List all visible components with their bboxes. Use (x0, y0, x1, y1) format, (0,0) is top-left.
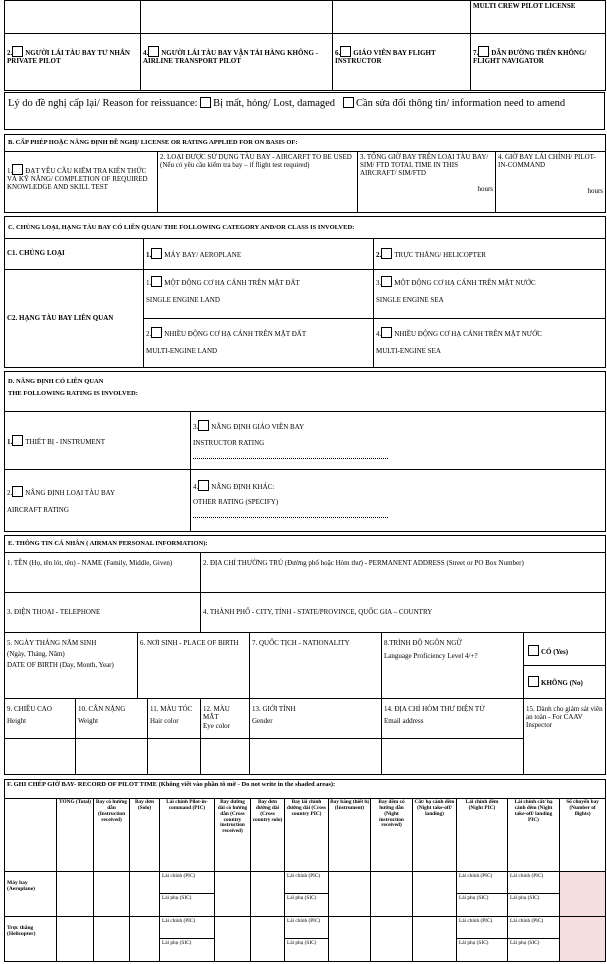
pilot-time-col-header: Bay đêm có hướng dẫn (Night instruction received) (371, 799, 413, 871)
pilot-time-cell[interactable] (57, 871, 94, 916)
category-label: C1. CHỦNG LOẠI (5, 239, 144, 270)
date-of-birth-field[interactable]: 5. NGÀY THÁNG NĂM SINH (Ngày, Tháng, Năm) DATE OF BIRTH (Day, Month, Year) (5, 633, 138, 699)
pilot-time-col-header: Bay có hướng dẫn (Instruction received) (94, 799, 130, 871)
instrument-checkbox[interactable] (12, 435, 23, 446)
pilot-time-cell[interactable]: Lái phụ (SIC) (508, 939, 560, 962)
language-no-checkbox[interactable] (528, 676, 539, 687)
pilot-time-col-header: Bay bằng thiết bị (Instrument) (329, 799, 371, 871)
pilot-time-cell[interactable]: Lái phụ (SIC) (508, 894, 560, 917)
pilot-time-col-header: Lái chính đêm (Night PIC) (457, 799, 508, 871)
pilot-time-col-header: Bay đơn đường dài (Cross country solo) (251, 799, 285, 871)
aeroplane-checkbox[interactable] (151, 248, 162, 259)
pilot-time-cell[interactable] (94, 871, 130, 916)
pilot-time-cell[interactable]: Lái chính (PIC) (160, 871, 215, 894)
shaded-cell (560, 871, 606, 916)
pilot-time-cell[interactable] (57, 916, 94, 961)
total-time-field[interactable]: 3. TỔNG GIỜ BAY TRÊN LOẠI TÀU BAY/ SIM/ FTD TOTAL TIME IN THIS AIRCRAFT/ SIM/FTD hours (358, 152, 496, 213)
pilot-license-application-form (4, 0, 605, 964)
pilot-time-col-header: Lái chính cất/ hạ cánh đêm (Night take-off/ landing PIC) (508, 799, 560, 871)
aircraft-category-label: Máy bay (Aeroplane) (5, 871, 57, 916)
pilot-time-col-header: Bay đường dài có hướng dẫn (Cross country instruction received) (215, 799, 251, 871)
pilot-time-header-row (5, 799, 606, 871)
pilot-time-cell[interactable]: Lái phụ (SIC) (160, 894, 215, 917)
multi-engine-land-checkbox[interactable] (151, 327, 162, 338)
pilot-time-col-header: Số chuyến bay (Number of flights) (560, 799, 606, 871)
pilot-time-cell[interactable] (329, 916, 371, 961)
eye-color-field[interactable]: 12. MÀU MẮT Eye color (201, 699, 250, 739)
section-f-title: F. GHI CHÉP GIỜ BAY- RECORD OF PILOT TIME (Không viết vào phần tô mờ - Do not write in the shaded areas): (5, 780, 606, 799)
section-d-title: D. NÂNG ĐỊNH CÓ LIÊN QUAN THE FOLLOWING RATING IS INVOLVED: (5, 372, 606, 412)
telephone-field[interactable]: 3. ĐIỆN THOẠI - TELEPHONE (5, 593, 201, 633)
pilot-time-cell[interactable]: Lái chính (PIC) (285, 871, 329, 894)
city-state-country-field[interactable]: 4. THÀNH PHỐ - CITY, TỈNH - STATE/PROVINCE, QUỐC GIA – COUNTRY (201, 593, 606, 633)
pilot-time-cell[interactable]: Lái chính (PIC) (457, 916, 508, 939)
height-field[interactable]: 9. CHIỀU CAO Height (5, 699, 76, 739)
flight-instructor-label: GIÁO VIÊN BAY FLIGHT INSTRUCTOR (335, 49, 436, 66)
ppl-checkbox[interactable] (12, 46, 23, 57)
section-b-table: B. CẤP PHÉP HOẶC NÂNG ĐỊNH ĐỀ NGHỊ/ LICENSE OR RATING APPLIED FOR ON BASIS OF: 1. ĐẠT YÊU CẦU KIỂM TRA KIẾN THỨC VÀ KỸ NĂNG/ COMPLETION OF REQUIRED KNOWLEDGE AND SKILL TEST 2. LOẠI ĐƯỢC SỬ DỤNG TÀU BAY - AIRCARFT TO BE USED (Nếu có yêu cầu kiểm tra bay – if flight test required) 3. TỔNG GIỜ BAY TRÊN LOẠI TÀU BAY/ SIM/ FTD TOTAL TIME IN THIS AIRCRAFT/ SIM/FTD hours 4. GIỜ BAY LÁI CHÍNH/ PILOT-IN-COMMAND hours (4, 134, 606, 213)
helicopter-checkbox[interactable] (381, 248, 392, 259)
aircraft-category-label: Trực thăng (Helicopter) (5, 916, 57, 961)
single-engine-land-checkbox[interactable] (151, 276, 162, 287)
aircraft-rating-checkbox[interactable] (12, 486, 23, 497)
aircraft-to-be-used-field[interactable]: 2. LOẠI ĐƯỢC SỬ DỤNG TÀU BAY - AIRCARFT TO BE USED (Nếu có yêu cầu kiểm tra bay – if flight test required) (158, 152, 358, 213)
pilot-time-cell[interactable] (251, 871, 285, 916)
pilot-time-cell[interactable] (130, 916, 160, 961)
pilot-time-cell[interactable]: Lái phụ (SIC) (285, 894, 329, 917)
lost-damaged-checkbox[interactable] (200, 97, 211, 108)
section-d-table: D. NÂNG ĐỊNH CÓ LIÊN QUAN THE FOLLOWING RATING IS INVOLVED: 1. THIẾT BỊ - INSTRUMENT 3. NÂNG ĐỊNH GIÁO VIÊN BAY INSTRUCTOR RATING 2. NÂNG ĐỊNH LOẠI TÀU BAY AIRCRAFT RATING 4. NÂNG ĐỊNH KHÁC: OTHER RATING (SPECIFY) (4, 371, 606, 532)
pilot-time-cell[interactable]: Lái phụ (SIC) (457, 939, 508, 962)
pilot-time-col-header: Lái chính Pilot-in-command (PIC) (160, 799, 215, 871)
address-field[interactable]: 2. ĐỊA CHỈ THƯỜNG TRÚ (Đường phố hoặc Hòm thư) - PERMANENT ADDRESS (Street or PO Box Number) (201, 553, 606, 593)
pilot-time-col-header: TỔNG (Total) (57, 799, 94, 871)
pilot-time-cell[interactable]: Lái phụ (SIC) (285, 939, 329, 962)
nationality-field[interactable]: 7. QUỐC TỊCH - NATIONALITY (250, 633, 382, 699)
pilot-time-cell[interactable]: Lái chính (PIC) (160, 916, 215, 939)
section-b-title: B. CẤP PHÉP HOẶC NÂNG ĐỊNH ĐỀ NGHỊ/ LICENSE OR RATING APPLIED FOR ON BASIS OF: (5, 135, 606, 152)
pilot-time-col-header: Cất/ hạ cánh đêm (Night take-off/ landing) (413, 799, 457, 871)
name-field[interactable]: 1. TÊN (Họ, tên lót, tên) - NAME (Family, Middle, Given) (5, 553, 201, 593)
pilot-time-cell[interactable] (371, 871, 413, 916)
other-rating-line[interactable] (193, 510, 388, 518)
section-f-pilot-time-table (4, 779, 606, 962)
class-label: C2. HẠNG TÀU BAY LIÊN QUAN (5, 270, 144, 368)
instructor-rating-line[interactable] (193, 451, 388, 459)
pilot-time-row (5, 871, 606, 894)
place-of-birth-field[interactable]: 6. NƠI SINH - PLACE OF BIRTH (138, 633, 250, 699)
gender-field[interactable]: 13. GIỚI TÍNH Gender (250, 699, 382, 739)
multi-crew-label: MULTI CREW PILOT LICENSE (471, 1, 606, 34)
pilot-time-cell[interactable]: Lái chính (PIC) (457, 871, 508, 894)
pilot-time-cell[interactable] (329, 871, 371, 916)
pilot-time-cell[interactable]: Lái chính (PIC) (285, 916, 329, 939)
section-c-title: C. CHỦNG LOẠI, HẠNG TÀU BAY CÓ LIÊN QUAN/ THE FOLLOWING CATEGORY AND/OR CLASS IS INVOLVED: (5, 217, 606, 239)
pilot-time-cell[interactable] (94, 916, 130, 961)
section-c-table: C. CHỦNG LOẠI, HẠNG TÀU BAY CÓ LIÊN QUAN/ THE FOLLOWING CATEGORY AND/OR CLASS IS INVOLVED: C1. CHỦNG LOẠI 1. MÁY BAY/ AEROPLANE 2. TRỰC THĂNG/ HELICOPTER C2. HẠNG TÀU BAY LIÊN QUAN 1. MỘT ĐỘNG CƠ HẠ CÁNH TRÊN MẶT ĐẤT SINGLE ENGINE LAND 3. MỘT ĐỘNG CƠ HẠ CÁNH TRÊN MẶT NƯỚC SINGLE ENGINE SEA 2. NHIỀU ĐỘNG CƠ HẠ CÁNH TRÊN MẶT ĐẤT MULTI-ENGINE LAND 4. NHIỀU ĐỘNG CƠ HẠ CÁNH TRÊN MẶT NƯỚC MULTI-ENGINE SEA (4, 216, 606, 368)
navigator-checkbox[interactable] (478, 46, 489, 57)
caav-inspector-field: 15. Dành cho giám sát viên an toàn - For CAAV Inspector (524, 699, 606, 775)
section-e-title: E. THÔNG TIN CÁ NHÂN ( AIRMAN PERSONAL INFORMATION): (5, 536, 606, 553)
pilot-time-cell[interactable] (251, 916, 285, 961)
atp-checkbox[interactable] (148, 46, 159, 57)
other-rating-checkbox[interactable] (198, 480, 209, 491)
pilot-time-cell[interactable] (413, 916, 457, 961)
instructor-rating-checkbox[interactable] (198, 420, 209, 431)
pilot-time-cell[interactable] (130, 871, 160, 916)
pilot-time-cell[interactable]: Lái chính (PIC) (508, 916, 560, 939)
pilot-time-cell[interactable] (215, 871, 251, 916)
ppl-label: NGƯỜI LÁI TÀU BAY TƯ NHÂN PRIVATE PILOT (7, 49, 130, 66)
flight-instructor-checkbox[interactable] (340, 46, 351, 57)
shaded-cell (560, 916, 606, 961)
multi-engine-sea-checkbox[interactable] (381, 327, 392, 338)
pilot-time-row (5, 916, 606, 939)
language-proficiency-field: 8.TRÌNH ĐỘ NGÔN NGỮ Language Proficiency Level 4/+? (382, 633, 524, 699)
section-e-table: E. THÔNG TIN CÁ NHÂN ( AIRMAN PERSONAL INFORMATION): 1. TÊN (Họ, tên lót, tên) - NAME (Family, Middle, Given) 2. ĐỊA CHỈ THƯỜNG TRÚ (Đường phố hoặc Hòm thư) - PERMANENT ADDRESS (Street or PO Box Number) 3. ĐIỆN THOẠI - TELEPHONE 4. THÀNH PHỐ - CITY, TỈNH - STATE/PROVINCE, QUỐC GIA – COUNTRY 5. NGÀY THÁNG NĂM SINH (Ngày, Tháng, Năm) DATE OF BIRTH (Day, Month, Year) 6. NƠI SINH - PLACE OF BIRTH 7. QUỐC TỊCH - NATIONALITY 8.TRÌNH ĐỘ NGÔN NGỮ Language Proficiency Level 4/+? CÓ (Yes) KHÔNG (No) 9. CHIỀU CAO Height 10. CÂN NẶNG Weight 11. MÀU TÓC Hair color 12. MÀU MẮT Eye color 13. GIỚI TÍNH Gender 14. ĐỊA CHỈ HÒM THƯ ĐIỆN TỬ Email address 15. Dành cho giám sát viên an toàn - For CAAV Inspector (4, 535, 606, 775)
knowledge-test-checkbox[interactable] (12, 164, 23, 175)
atp-label: NGƯỜI LÁI TÀU BAY VẬN TẢI HÀNG KHÔNG - AIRLINE TRANSPORT PILOT (143, 49, 318, 66)
language-yes-checkbox[interactable] (528, 645, 539, 656)
pilot-time-cell[interactable]: Lái phụ (SIC) (457, 894, 508, 917)
pilot-time-cell[interactable] (215, 916, 251, 961)
pilot-time-cell[interactable] (413, 871, 457, 916)
weight-field[interactable]: 10. CÂN NẶNG Weight (76, 699, 148, 739)
navigator-label: DẪN ĐƯỜNG TRÊN KHÔNG/ FLIGHT NAVIGATOR (473, 49, 587, 66)
pilot-time-cell[interactable]: Lái chính (PIC) (508, 871, 560, 894)
reissue-reason: Lý do đề nghị cấp lại/ Reason for reissuance: Bị mất, hỏng/ Lost, damaged Cần sửa đổi thông tin/ information need to amend (4, 92, 605, 130)
license-type-table: MULTI CREW PILOT LICENSE 2. NGƯỜI LÁI TÀU BAY TƯ NHÂN PRIVATE PILOT 4. NGƯỜI LÁI TÀU BAY VẬN TẢI HÀNG KHÔNG - AIRLINE TRANSPORT PILOT 6. GIÁO VIÊN BAY FLIGHT INSTRUCTOR 7. DẪN ĐƯỜNG TRÊN KHÔNG/ FLIGHT NAVIGATOR (4, 0, 606, 91)
email-field[interactable]: 14. ĐỊA CHỈ HÒM THƯ ĐIỆN TỬ Email address (382, 699, 524, 739)
amend-info-checkbox[interactable] (343, 97, 354, 108)
pic-time-field[interactable]: 4. GIỜ BAY LÁI CHÍNH/ PILOT-IN-COMMAND hours (496, 152, 606, 213)
pilot-time-col-header: Bay lái chính đường dài (Cross country PIC) (285, 799, 329, 871)
pilot-time-cell[interactable] (371, 916, 413, 961)
pilot-time-col-header: Bay đơn (Solo) (130, 799, 160, 871)
single-engine-sea-checkbox[interactable] (381, 276, 392, 287)
hair-color-field[interactable]: 11. MÀU TÓC Hair color (148, 699, 201, 739)
pilot-time-cell[interactable]: Lái phụ (SIC) (160, 939, 215, 962)
